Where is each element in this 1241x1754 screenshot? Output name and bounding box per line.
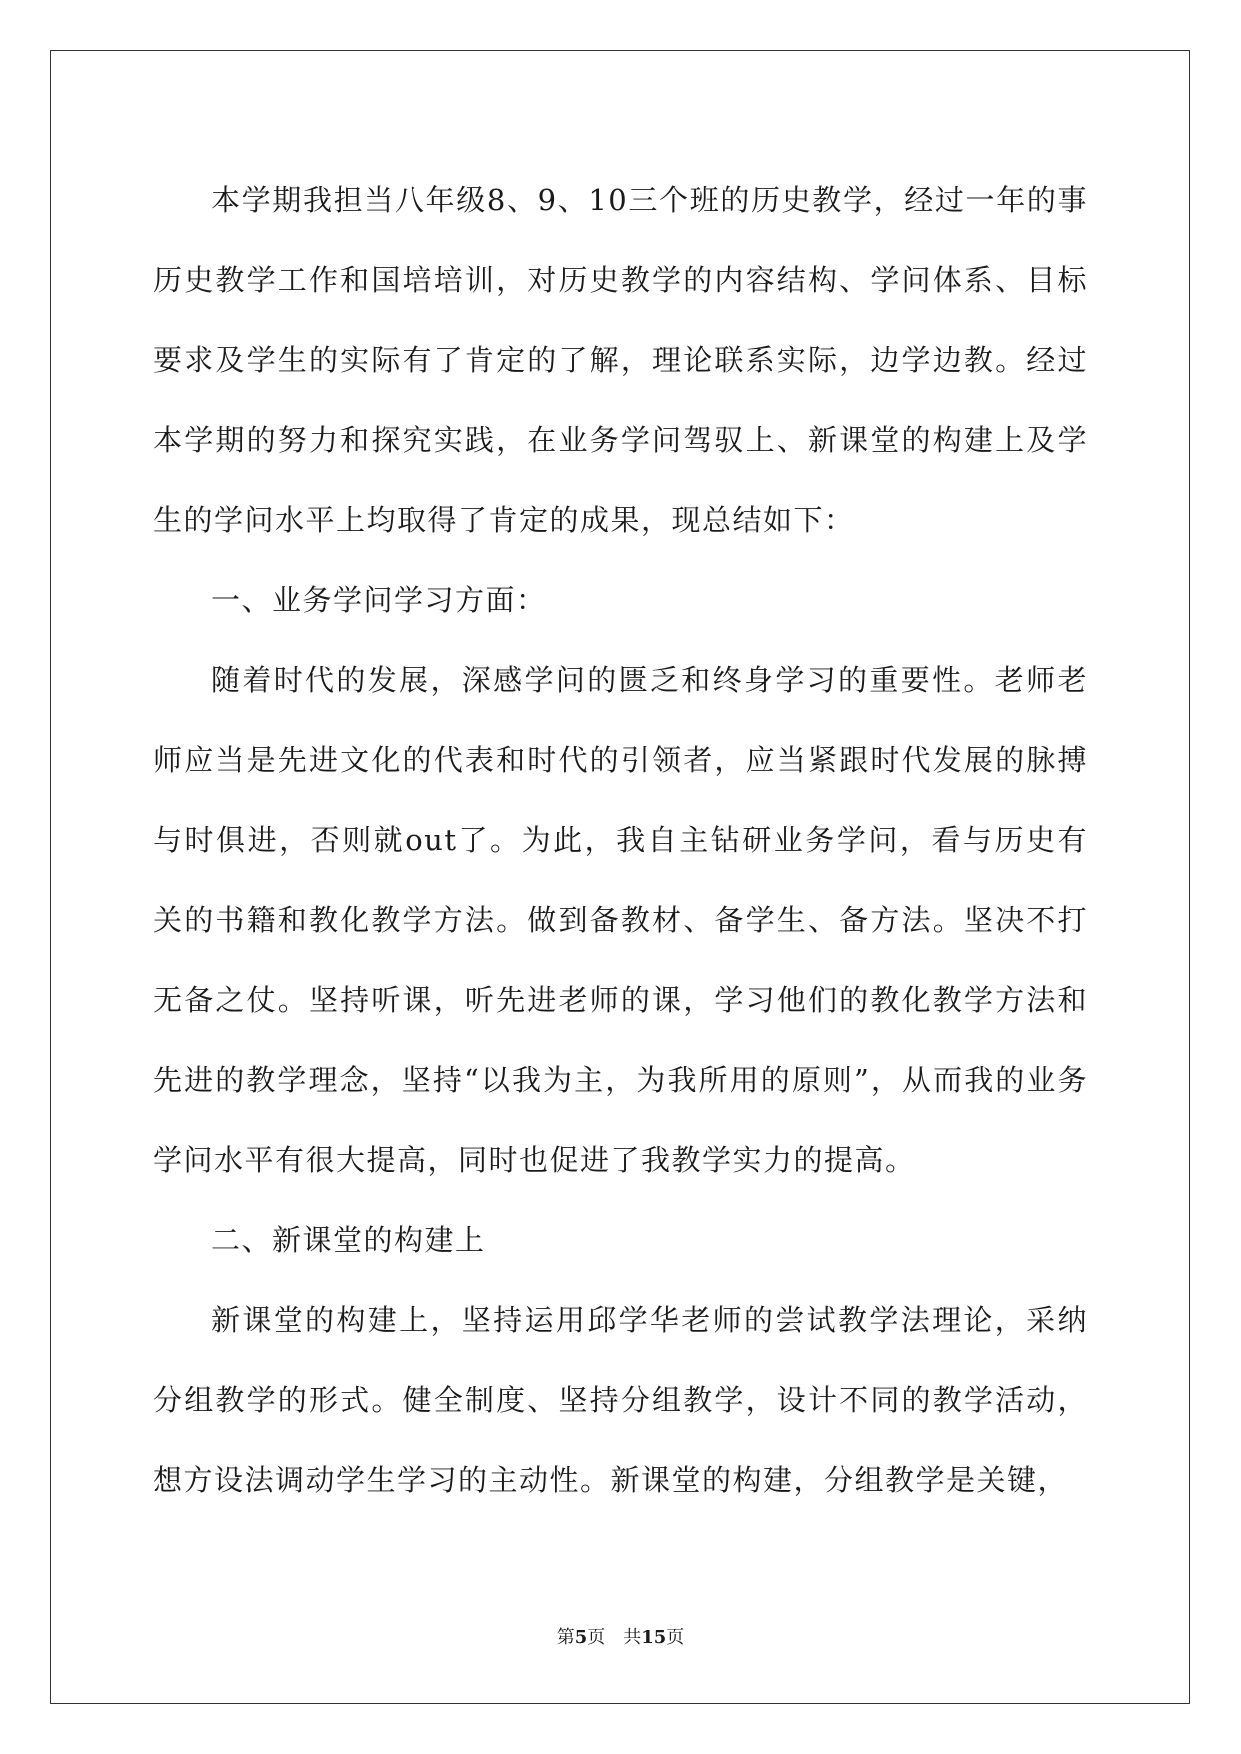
paragraph-classroom: 新课堂的构建上，坚持运用邱学华老师的尝试教学法理论，采纳分组教学的形式。健全制度、坚持分组教学，设计不同的教学活动，想方设法调动学生学习的主动性。新课堂的构建，分组教学是关键， (153, 1303, 1088, 1497)
footer-total-suffix: 页 (666, 1627, 685, 1648)
page-number: 5 (574, 1627, 588, 1648)
document-body (153, 160, 1088, 1520)
footer-total-prefix: 共 (623, 1627, 642, 1648)
footer-page-suffix: 页 (587, 1627, 606, 1648)
footer-prefix: 第 (556, 1627, 575, 1648)
section-heading-1: 一、业务学问学习方面： (211, 583, 547, 617)
total-pages: 15 (641, 1627, 667, 1648)
page-footer (0, 1623, 1241, 1649)
paragraph-intro: 本学期我担当八年级8、9、10三个班的历史教学，经过一年的事历史教学工作和国培培训，对历史教学的内容结构、学问体系、目标要求及学生的实际有了肯定的了解，理论联系实际，边学边教。经过本学期的努力和探究实践，在业务学问驾驭上、新课堂的构建上及学生的学问水平上均取得了肯定的成果，现总结如下： (153, 183, 1088, 537)
paragraph-study: 随着时代的发展，深感学问的匮乏和终身学习的重要性。老师老师应当是先进文化的代表和时代的引领者，应当紧跟时代发展的脉搏与时俱进，否则就out了。为此，我自主钻研业务学问，看与历史有关的书籍和教化教学方法。做到备教材、备学生、备方法。坚决不打无备之仗。坚持听课，听先进老师的课，学习他们的教化教学方法和先进的教学理念，坚持“以我为主，为我所用的原则”，从而我的业务学问水平有很大提高，同时也促进了我教学实力的提高。 (153, 663, 1088, 1177)
section-heading-2: 二、新课堂的构建上 (211, 1223, 486, 1257)
